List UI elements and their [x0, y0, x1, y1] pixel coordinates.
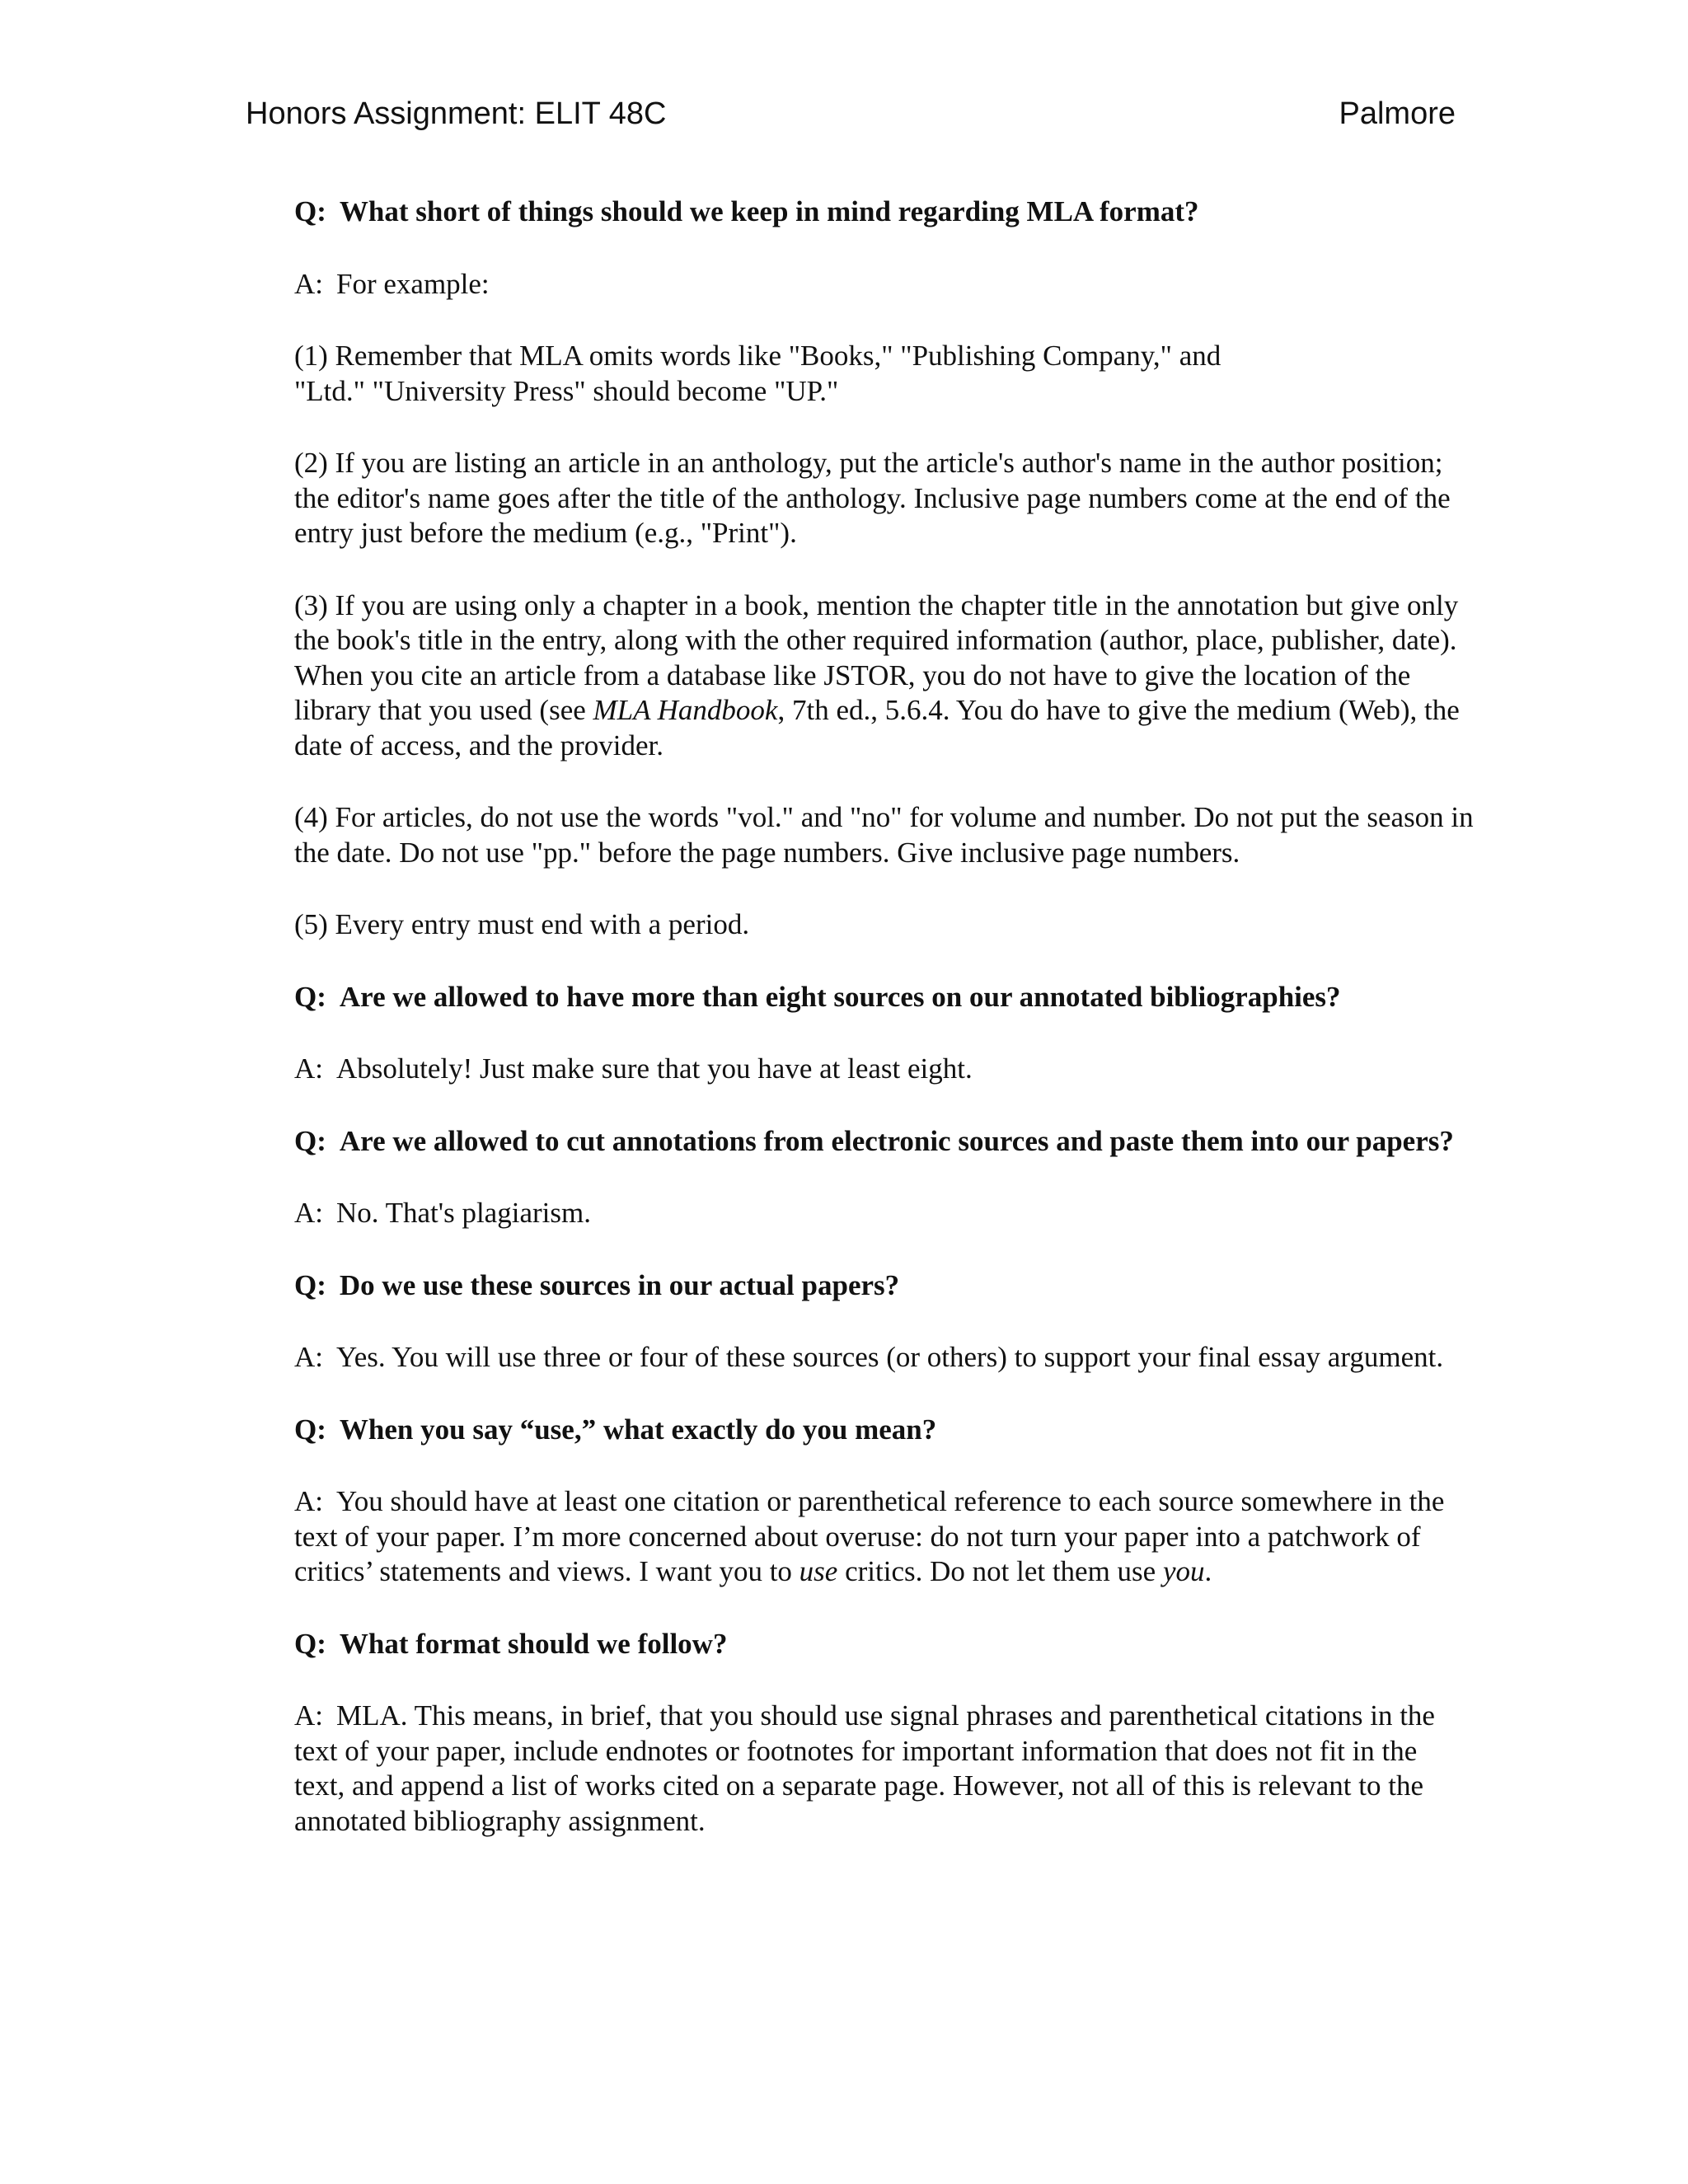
list-item-1: [294, 339, 1475, 409]
list-item-3: [294, 588, 1475, 764]
question-cut-annotations: [294, 1124, 1475, 1160]
list-item-5: (5) Every entry must end with a period.: [294, 908, 750, 940]
list-item-2: (2) If you are listing an article in an anthology, put the article's author's name in the author position; the editor's name goes after the title of the anthology. Inclusive page numbers come at the end of the entry just before the medium (e.g., "Print").: [294, 447, 1451, 549]
question-prefix: Q:: [294, 195, 326, 227]
question-text: When you say “use,” what exactly do you mean?: [339, 1413, 937, 1446]
answer-text: MLA. This means, in brief, that you should use signal phrases and parenthetical citations in the text of your paper, include endnotes or footnotes for important information that does not fit in the text, and append a list of works cited on a separate page. However, not all of this is relevant to the annotated bibliography assignment.: [294, 1699, 1435, 1837]
answer-mla-format: [294, 267, 1475, 302]
list-item-3-text-after: , 7th ed., 5.6.4. You do have to give the medium (Web), the date of access, and the provider.: [294, 694, 1460, 762]
answer-prefix: A:: [294, 1197, 323, 1229]
question-mla-format: [294, 194, 1475, 230]
answer-text: For example:: [336, 267, 490, 300]
answer-prefix: A:: [294, 1485, 323, 1517]
answer-italic-use: use: [799, 1555, 838, 1587]
question-text: What short of things should we keep in mind regarding MLA format?: [339, 195, 1199, 227]
question-prefix: Q:: [294, 1124, 326, 1157]
answer-use-sources: [294, 1340, 1475, 1376]
faq-content: [294, 194, 1475, 1876]
question-text: Are we allowed to have more than eight sources on our annotated bibliographies?: [339, 980, 1341, 1013]
answer-prefix: A:: [294, 267, 323, 300]
list-item-1-line2: "Ltd." "University Press" should become "UP.": [294, 374, 839, 407]
answer-text-middle: critics. Do not let them use: [837, 1555, 1163, 1587]
answer-prefix: A:: [294, 1341, 323, 1373]
question-text: What format should we follow?: [339, 1627, 728, 1660]
header-instructor: Palmore: [1339, 96, 1456, 131]
answer-prefix: A:: [294, 1699, 323, 1732]
answer-meaning-of-use: [294, 1484, 1475, 1590]
answer-text: Absolutely! Just make sure that you have at least eight.: [336, 1052, 973, 1085]
question-format: [294, 1627, 1475, 1662]
question-meaning-of-use: [294, 1413, 1475, 1448]
answer-italic-you: you: [1162, 1555, 1205, 1587]
answer-text-end: .: [1204, 1555, 1212, 1587]
list-item-3-text-before: (3) If you are using only a chapter in a book, mention the chapter title in the annotation but give only the book's title in the entry, along with the other required information (author, place, publisher, date). When you cite an article from a database like JSTOR, you do not have to give the location of the library that you used (see: [294, 588, 1459, 726]
list-item-1-line1: (1) Remember that MLA omits words like "Books," "Publishing Company," and: [294, 340, 1221, 372]
question-prefix: Q:: [294, 980, 326, 1013]
header-course-title: Honors Assignment: ELIT 48C: [246, 96, 667, 131]
answer-prefix: A:: [294, 1052, 323, 1085]
question-text: Do we use these sources in our actual papers?: [339, 1268, 900, 1301]
answer-cut-annotations: [294, 1196, 1475, 1231]
question-text: Are we allowed to cut annotations from electronic sources and paste them into our papers?: [339, 1124, 1454, 1157]
page-header: [246, 92, 1456, 135]
answer-text: Yes. You will use three or four of these sources (or others) to support your final essay argument.: [336, 1341, 1444, 1373]
question-use-sources: [294, 1268, 1475, 1304]
answer-text-before: You should have at least one citation or parenthetical reference to each source somewhere in the text of your paper. I’m more concerned about overuse: do not turn your paper into a patchwork of critics’ statements and views. I want you to: [294, 1485, 1445, 1587]
question-eight-sources: [294, 980, 1475, 1015]
question-prefix: Q:: [294, 1413, 326, 1446]
list-item-4: (4) For articles, do not use the words "vol." and "no" for volume and number. Do not put the season in the date. Do not use "pp." before the page numbers. Give inclusive page numbers.: [294, 801, 1474, 869]
question-prefix: Q:: [294, 1268, 326, 1301]
answer-format: [294, 1699, 1475, 1839]
answer-eight-sources: [294, 1052, 1475, 1087]
list-item-3-handbook-title: MLA Handbook: [593, 694, 778, 726]
answer-text: No. That's plagiarism.: [336, 1197, 591, 1229]
question-prefix: Q:: [294, 1627, 326, 1660]
